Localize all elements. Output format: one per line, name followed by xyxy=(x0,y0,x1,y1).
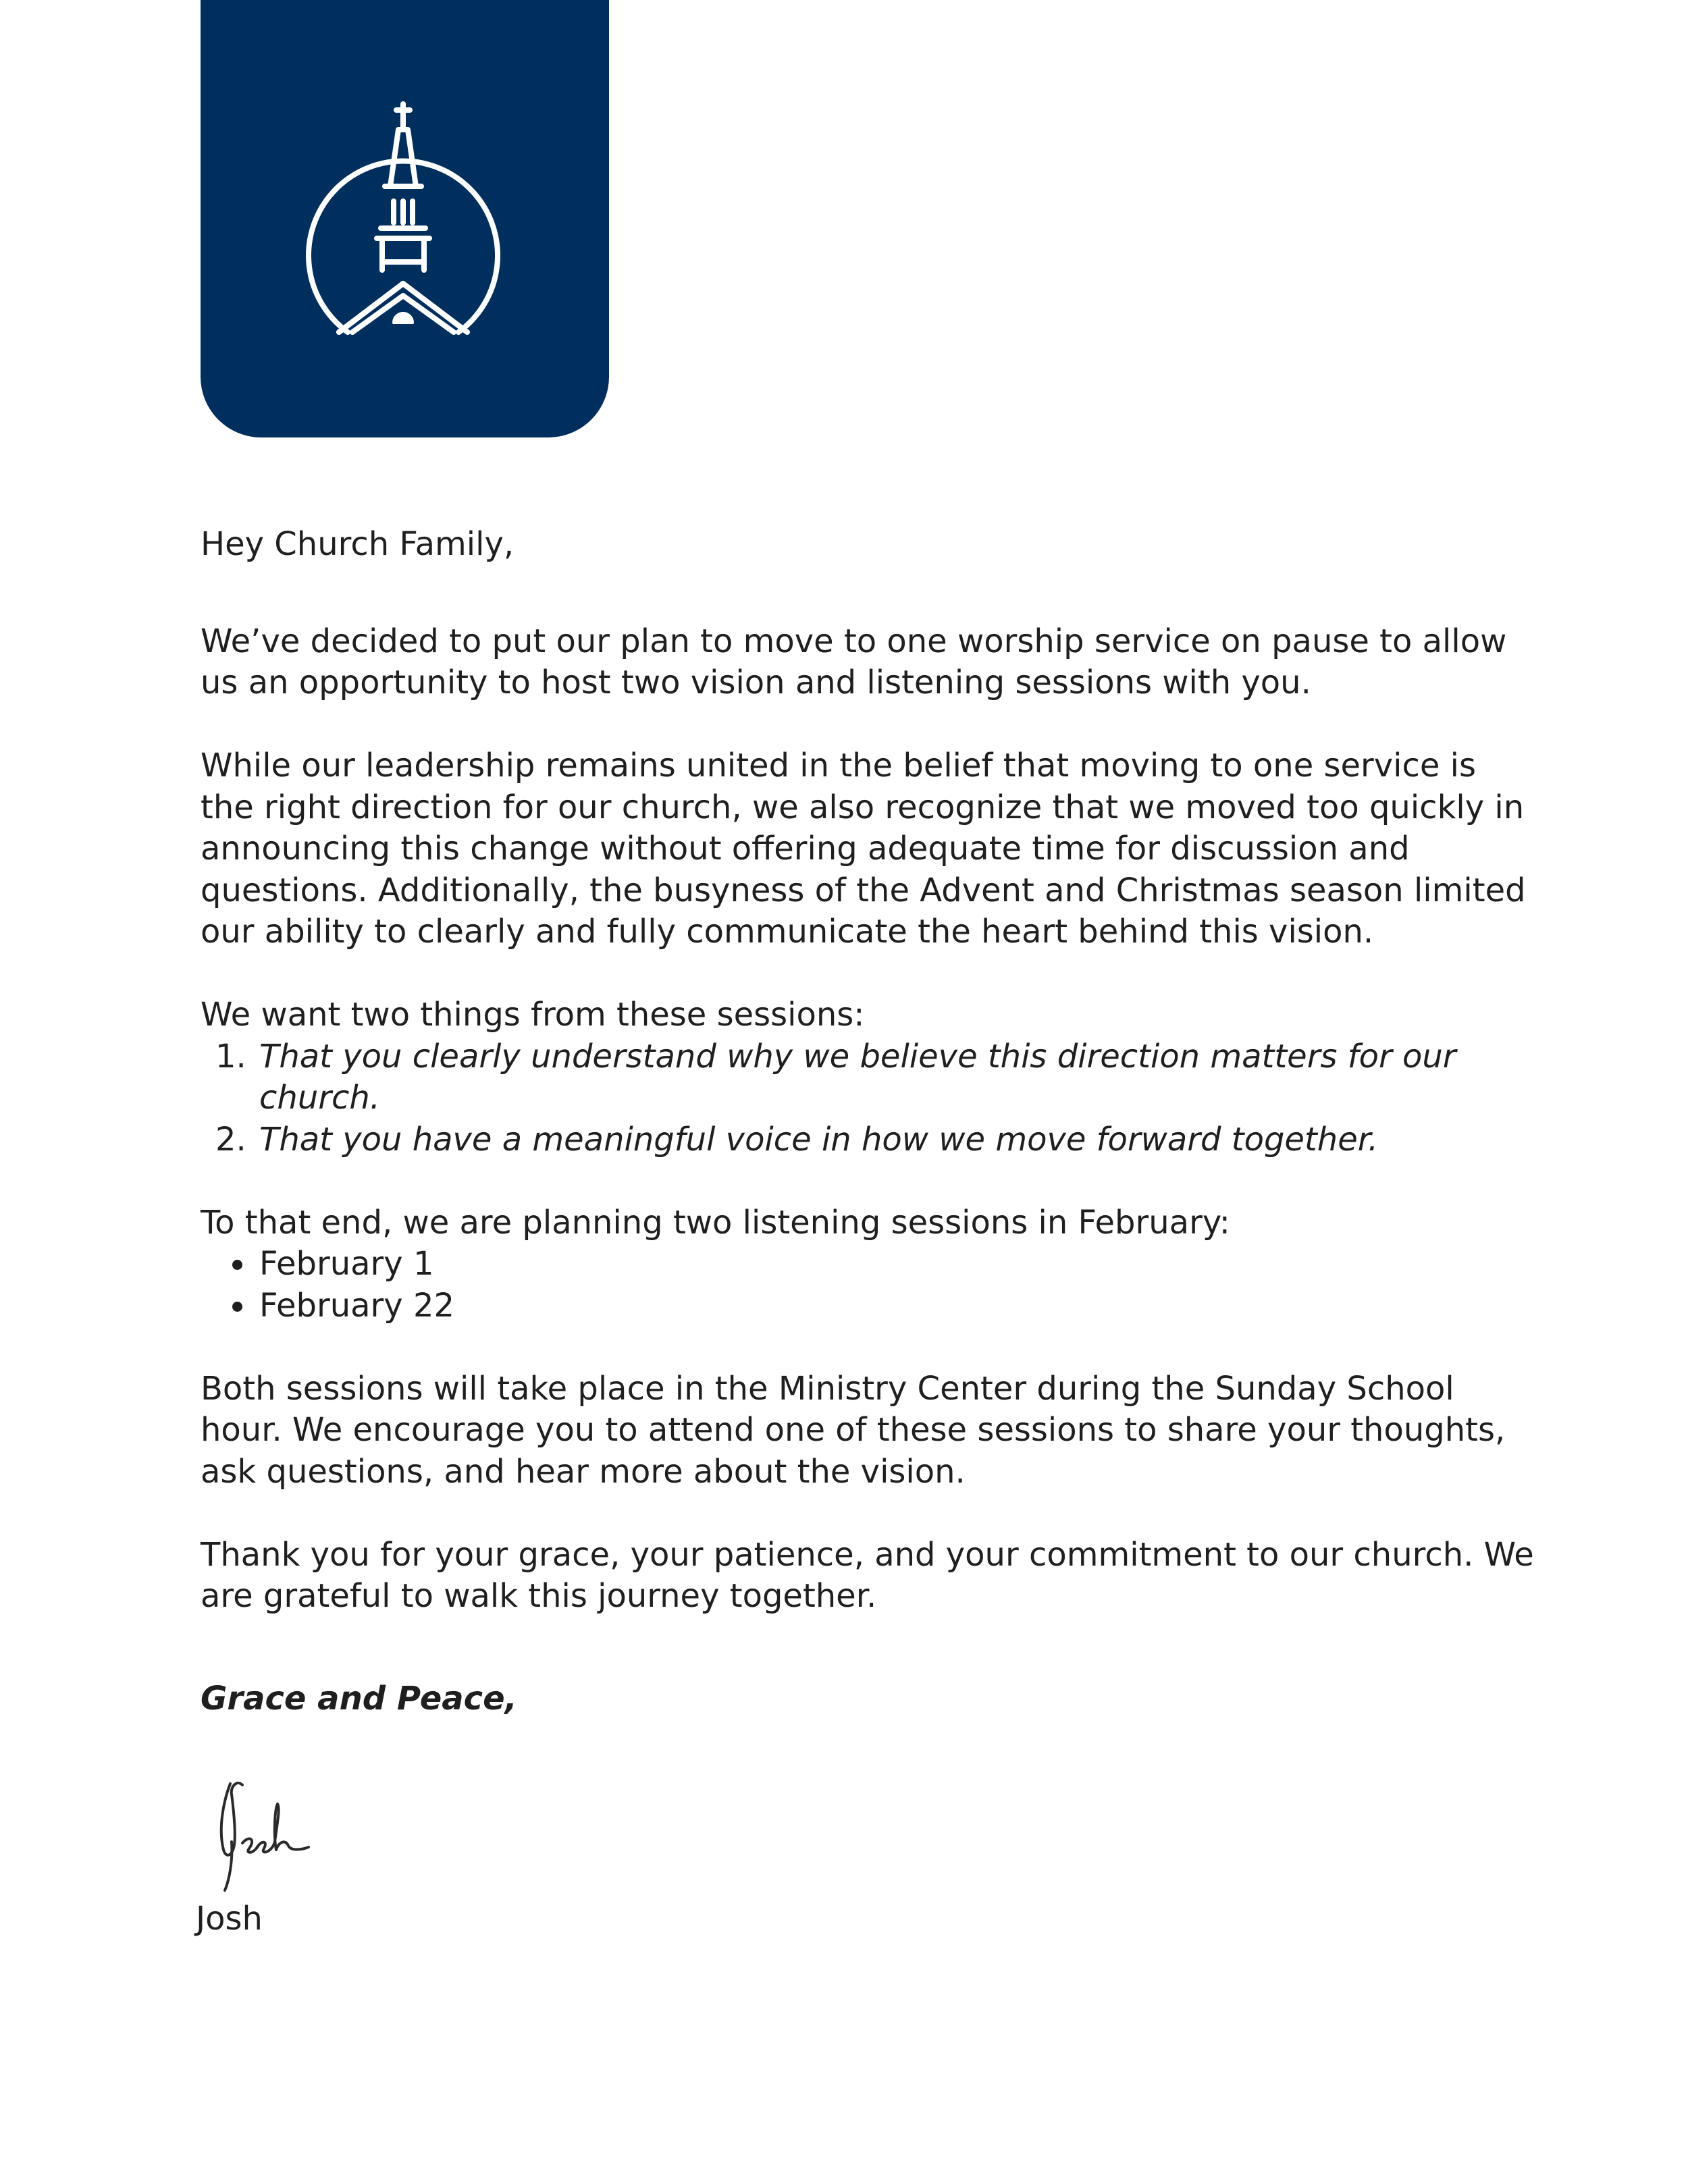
sessions-intro: To that end, we are planning two listening sessions in February: xyxy=(201,1203,1230,1242)
wants-list xyxy=(201,1036,1537,1161)
list-item: 2. That you have a meaningful voice in how we move forward together. xyxy=(257,1119,1537,1161)
paragraph-leadership: While our leadership remains united in the belief that moving to one service is the right direction for our church, we also recognize that we moved too quickly in announcing this change without offering adequate time for discussion and questions. Additionally, the busyness of the Advent and Christmas season limited our ability to clearly and fully communicate the heart behind this vision. xyxy=(201,747,1526,951)
greeting: Hey Church Family, xyxy=(201,525,515,563)
signer-name: Josh xyxy=(196,1900,263,1938)
list-item: • February 1 xyxy=(257,1244,1537,1285)
church-steeple-icon xyxy=(305,100,501,338)
closing: Grace and Peace, xyxy=(201,1679,517,1717)
letter-body xyxy=(201,524,1537,1720)
session-dates-list xyxy=(201,1244,1537,1327)
logo-block xyxy=(201,0,609,437)
handwritten-signature xyxy=(207,1774,315,1896)
wants-intro: We want two things from these sessions: xyxy=(201,996,865,1034)
list-item: 1. That you clearly understand why we believe this direction matters for our church. xyxy=(257,1036,1537,1119)
paragraph-location: Both sessions will take place in the Ministry Center during the Sunday School hour. We encourage you to attend one of these sessions to share your thoughts, ask questions, and hear more about the vision. xyxy=(201,1369,1506,1491)
paragraph-intro: We’ve decided to put our plan to move to one worship service on pause to allow us an opportunity to host two vision and listening sessions with you. xyxy=(201,622,1507,701)
list-item: • February 22 xyxy=(257,1285,1537,1327)
paragraph-thanks: Thank you for your grace, your patience, and your commitment to our church. We are grateful to walk this journey together. xyxy=(201,1535,1534,1615)
